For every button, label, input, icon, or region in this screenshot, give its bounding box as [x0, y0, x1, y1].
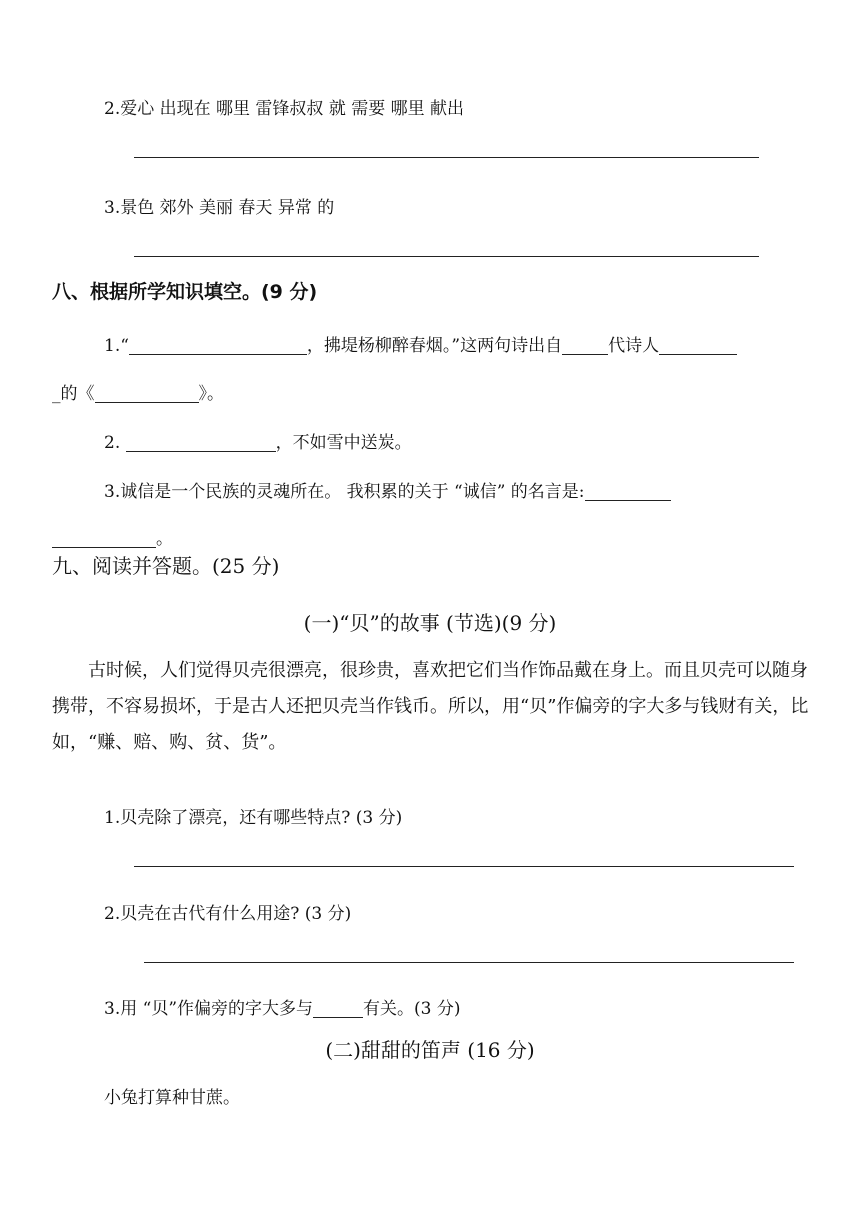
q8-item-3 [104, 477, 671, 502]
q9-heading: 九、阅读并答题。(25 分) [52, 554, 280, 578]
answer-line[interactable] [134, 157, 759, 158]
q8-heading: 八、根据所学知识填空。(9 分) [52, 281, 318, 303]
answer-line[interactable] [144, 962, 794, 963]
answer-line[interactable] [134, 256, 759, 257]
q9-section-2-first-line: 小兔打算种甘蔗。 [104, 1088, 240, 1108]
q9-section-1-q3-text: 3.用 “贝”作偏旁的字大多与 [104, 999, 314, 1019]
q8-item-1-text3: _的《 [52, 384, 95, 404]
fill-blank[interactable] [126, 433, 276, 452]
fill-blank[interactable] [585, 482, 671, 501]
q8-item-1-prefix: 1.“ [104, 336, 129, 356]
q8-item-3-end: 。 [156, 529, 173, 549]
q7-item-2: 2.爱心 出现在 哪里 雷锋叔叔 就 需要 哪里 献出 [104, 99, 465, 119]
q8-item-1-text4: 》。 [198, 384, 224, 404]
q9-section-2-title: (二)甜甜的笛声 (16 分) [325, 1038, 535, 1062]
q8-item-2-prefix: 2. [104, 433, 126, 453]
q8-item-1 [104, 331, 737, 356]
fill-blank[interactable] [313, 999, 363, 1018]
q8-item-3-cont [52, 524, 173, 549]
q9-section-1-q1: 1.贝壳除了漂亮，还有哪些特点? (3 分) [104, 808, 403, 828]
q8-item-2-text: ，不如雪中送炭。 [275, 433, 412, 453]
fill-blank[interactable] [562, 336, 608, 355]
q9-section-1-title: (一)“贝”的故事 (节选)(9 分) [303, 611, 557, 635]
q9-section-1-passage: 古时候，人们觉得贝壳很漂亮，很珍贵，喜欢把它们当作饰品戴在身上。而且贝壳可以随身携带，不容易损坏，于是古人还把贝壳当作钱币。所以，用“贝”作偏旁的字大多与钱财有关，比如，“赚、赔、购、贫、货”。 [52, 660, 809, 753]
q8-item-2 [104, 428, 412, 453]
fill-blank[interactable] [129, 336, 307, 355]
q9-section-1-q3 [104, 994, 461, 1019]
q8-item-1-cont [52, 379, 224, 404]
q9-section-1-q3-end: 有关。(3 分) [363, 999, 461, 1019]
q7-item-3: 3.景色 郊外 美丽 春天 异常 的 [104, 198, 335, 218]
q9-section-1-q2: 2.贝壳在古代有什么用途? (3 分) [104, 904, 352, 924]
fill-blank[interactable] [659, 336, 737, 355]
q8-item-1-text2: 代诗人 [608, 336, 660, 356]
fill-blank[interactable] [95, 384, 199, 403]
q8-item-1-text: ，拂堤杨柳醉春烟。”这两句诗出自 [306, 336, 563, 356]
fill-blank[interactable] [52, 529, 156, 548]
q8-item-3-text: 3.诚信是一个民族的灵魂所在。 我积累的关于 “诚信” 的名言是: [104, 482, 585, 502]
answer-line[interactable] [134, 866, 794, 867]
